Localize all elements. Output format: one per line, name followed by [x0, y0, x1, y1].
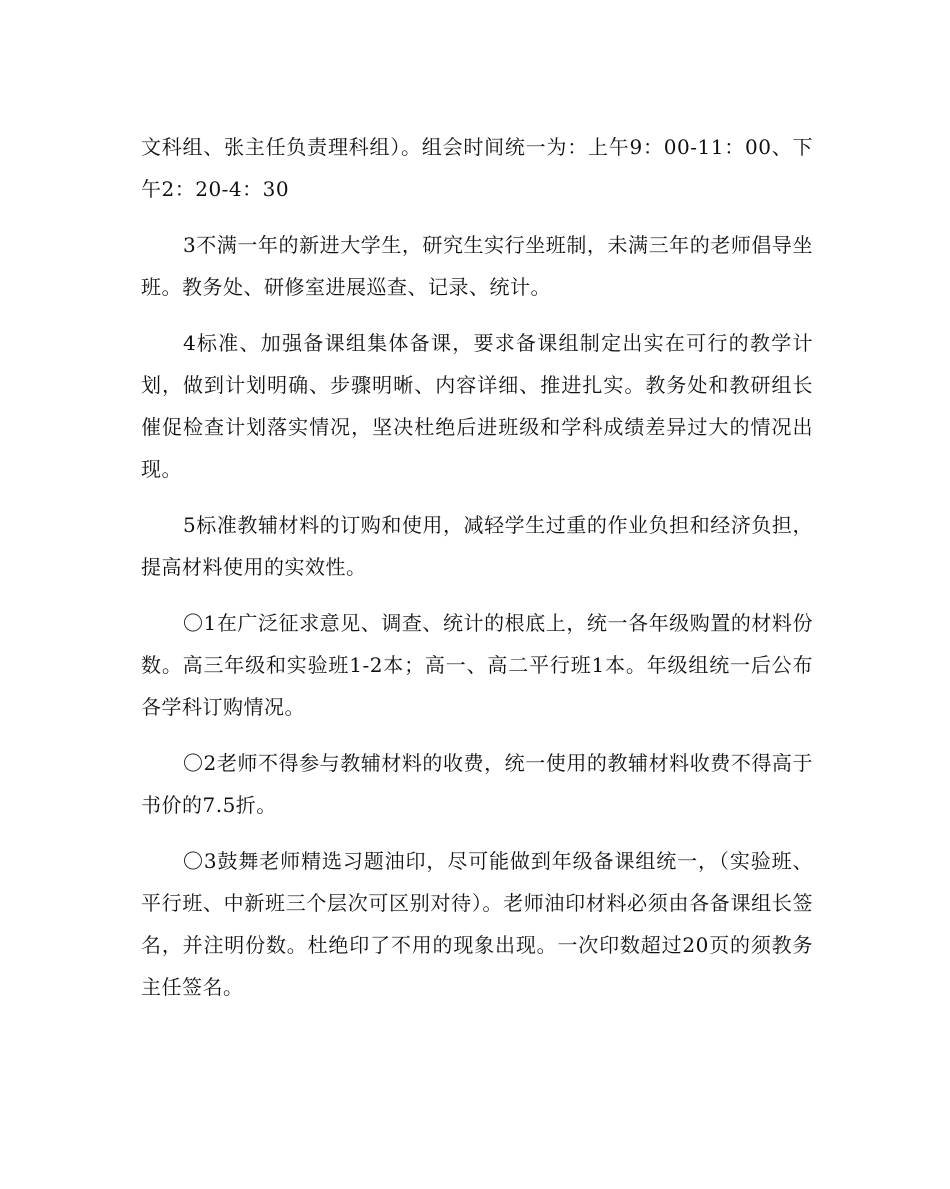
- paragraph-sub-3: 〇3鼓舞老师精选习题油印，尽可能做到年级备课组统一，（实验班、平行班、中新班三个层次可区别对待）。老师油印材料必须由各备课组长签名，并注明份数。杜绝印了不用的现象出现。一次印数超过20页的须教务主任签名。: [141, 849, 813, 999]
- paragraph-3: 3不满一年的新进大学生，研究生实行坐班制，未满三年的老师倡导坐班。教务处、研修室进展巡查、记录、统计。: [141, 233, 813, 299]
- document-body: [141, 126, 813, 1022]
- paragraph-5: 5标准教辅材料的订购和使用，减轻学生过重的作业负担和经济负担，提高材料使用的实效性。: [141, 513, 813, 579]
- paragraph-4: 4标准、加强备课组集体备课，要求备课组制定出实在可行的教学计划，做到计划明确、步骤明晰、内容详细、推进扎实。教务处和教研组长催促检查计划落实情况，坚决杜绝后进班级和学科成绩差异过大的情况出现。: [141, 331, 813, 481]
- paragraph-continued: 文科组、张主任负责理科组）。组会时间统一为：上午9：00-11：00、下午2：20-4：30: [141, 135, 813, 201]
- paragraph-sub-1: 〇1在广泛征求意见、调查、统计的根底上，统一各年级购置的材料份数。高三年级和实验班1-2本；高一、高二平行班1本。年级组统一后公布各学科订购情况。: [141, 611, 813, 719]
- paragraph-sub-2: 〇2老师不得参与教辅材料的收费，统一使用的教辅材料收费不得高于书价的7.5折。: [141, 751, 813, 817]
